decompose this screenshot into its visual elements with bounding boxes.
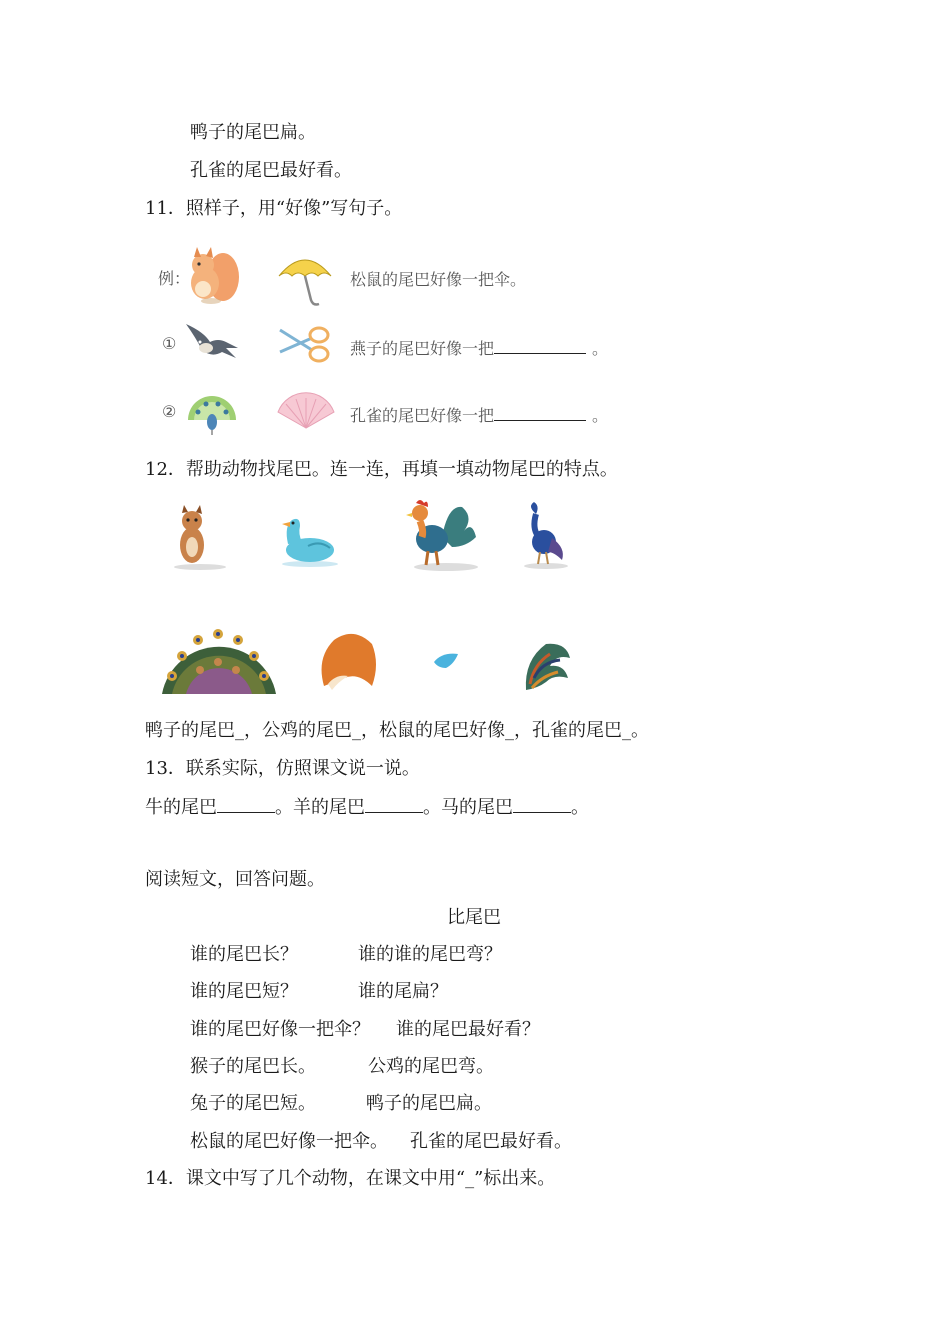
item-marker-1: ① <box>162 334 177 353</box>
question-14-title: 14．课文中写了几个动物，在课文中用“_”标出来。 <box>145 1168 556 1189</box>
poem-line: 谁的尾扁？ <box>358 981 448 1002</box>
question-11-title: 11．照样子，用“好像”写句子。 <box>145 198 403 219</box>
answer-blank-2[interactable] <box>494 402 586 421</box>
poem-line: 谁的尾巴长？ <box>190 944 298 965</box>
cow-tail-blank[interactable] <box>217 794 275 813</box>
peacock-icon <box>184 386 240 436</box>
duck-tail-icon <box>432 650 460 672</box>
peacock-icon <box>518 500 572 570</box>
question-13-title: 13．联系实际，仿照课文说一说。 <box>145 758 420 779</box>
text-line: 鸭子的尾巴扁。 <box>190 122 316 143</box>
answer-blank-1[interactable] <box>494 335 586 354</box>
poem-line: 兔子的尾巴短。 <box>190 1093 316 1114</box>
poem-line: 猴子的尾巴长。 <box>190 1056 316 1077</box>
question-13-row <box>145 794 589 820</box>
scissors-icon <box>276 324 332 366</box>
text-line: 孔雀的尾巴最好看。 <box>190 160 352 181</box>
item-tail-1: 。 <box>592 339 609 358</box>
squirrel-tail-icon <box>314 628 380 692</box>
question-12-fill: 鸭子的尾巴_，公鸡的尾巴_，松鼠的尾巴好像_，孔雀的尾巴_。 <box>145 720 649 741</box>
sheep-prompt: 。羊的尾巴 <box>275 797 365 818</box>
sheep-tail-blank[interactable] <box>365 794 423 813</box>
folding-fan-icon <box>276 392 336 432</box>
horse-prompt: 。马的尾巴 <box>423 797 513 818</box>
poem-line: 谁的尾巴好像一把伞？ <box>190 1019 370 1040</box>
poem-line: 公鸡的尾巴弯。 <box>368 1056 494 1077</box>
peacock-tail-icon <box>158 616 280 700</box>
rooster-tail-icon <box>520 638 572 694</box>
squirrel-icon <box>168 503 234 571</box>
item-row-2 <box>350 402 608 426</box>
rooster-icon <box>402 497 482 573</box>
reading-instruction: 阅读短文，回答问题。 <box>145 869 325 890</box>
swallow-icon <box>182 318 240 364</box>
poem-title: 比尾巴 <box>447 907 501 928</box>
item-marker-2: ② <box>162 402 177 421</box>
poem-line: 孔雀的尾巴最好看。 <box>410 1131 572 1152</box>
horse-tail-blank[interactable] <box>513 794 571 813</box>
item-tail-2: 。 <box>592 406 609 425</box>
item-sentence-1: 燕子的尾巴好像一把 <box>350 339 495 358</box>
poem-line: 谁的谁的尾巴弯？ <box>358 944 502 965</box>
poem-line: 谁的尾巴短？ <box>190 981 298 1002</box>
item-sentence-2: 孔雀的尾巴好像一把 <box>350 406 495 425</box>
example-label: 例： <box>158 269 191 288</box>
poem-line: 松鼠的尾巴好像一把伞。 <box>190 1131 388 1152</box>
poem-line: 鸭子的尾巴扁。 <box>366 1093 492 1114</box>
squirrel-icon <box>181 245 241 307</box>
umbrella-icon <box>275 250 335 308</box>
poem-line: 谁的尾巴最好看？ <box>396 1019 540 1040</box>
cow-prompt: 牛的尾巴 <box>145 797 217 818</box>
question-12-title: 12．帮助动物找尾巴。连一连，再填一填动物尾巴的特点。 <box>145 459 618 480</box>
example-sentence: 松鼠的尾巴好像一把伞。 <box>350 270 527 289</box>
duck-icon <box>278 512 340 570</box>
item-row-1 <box>350 335 608 359</box>
row-end: 。 <box>571 797 589 818</box>
